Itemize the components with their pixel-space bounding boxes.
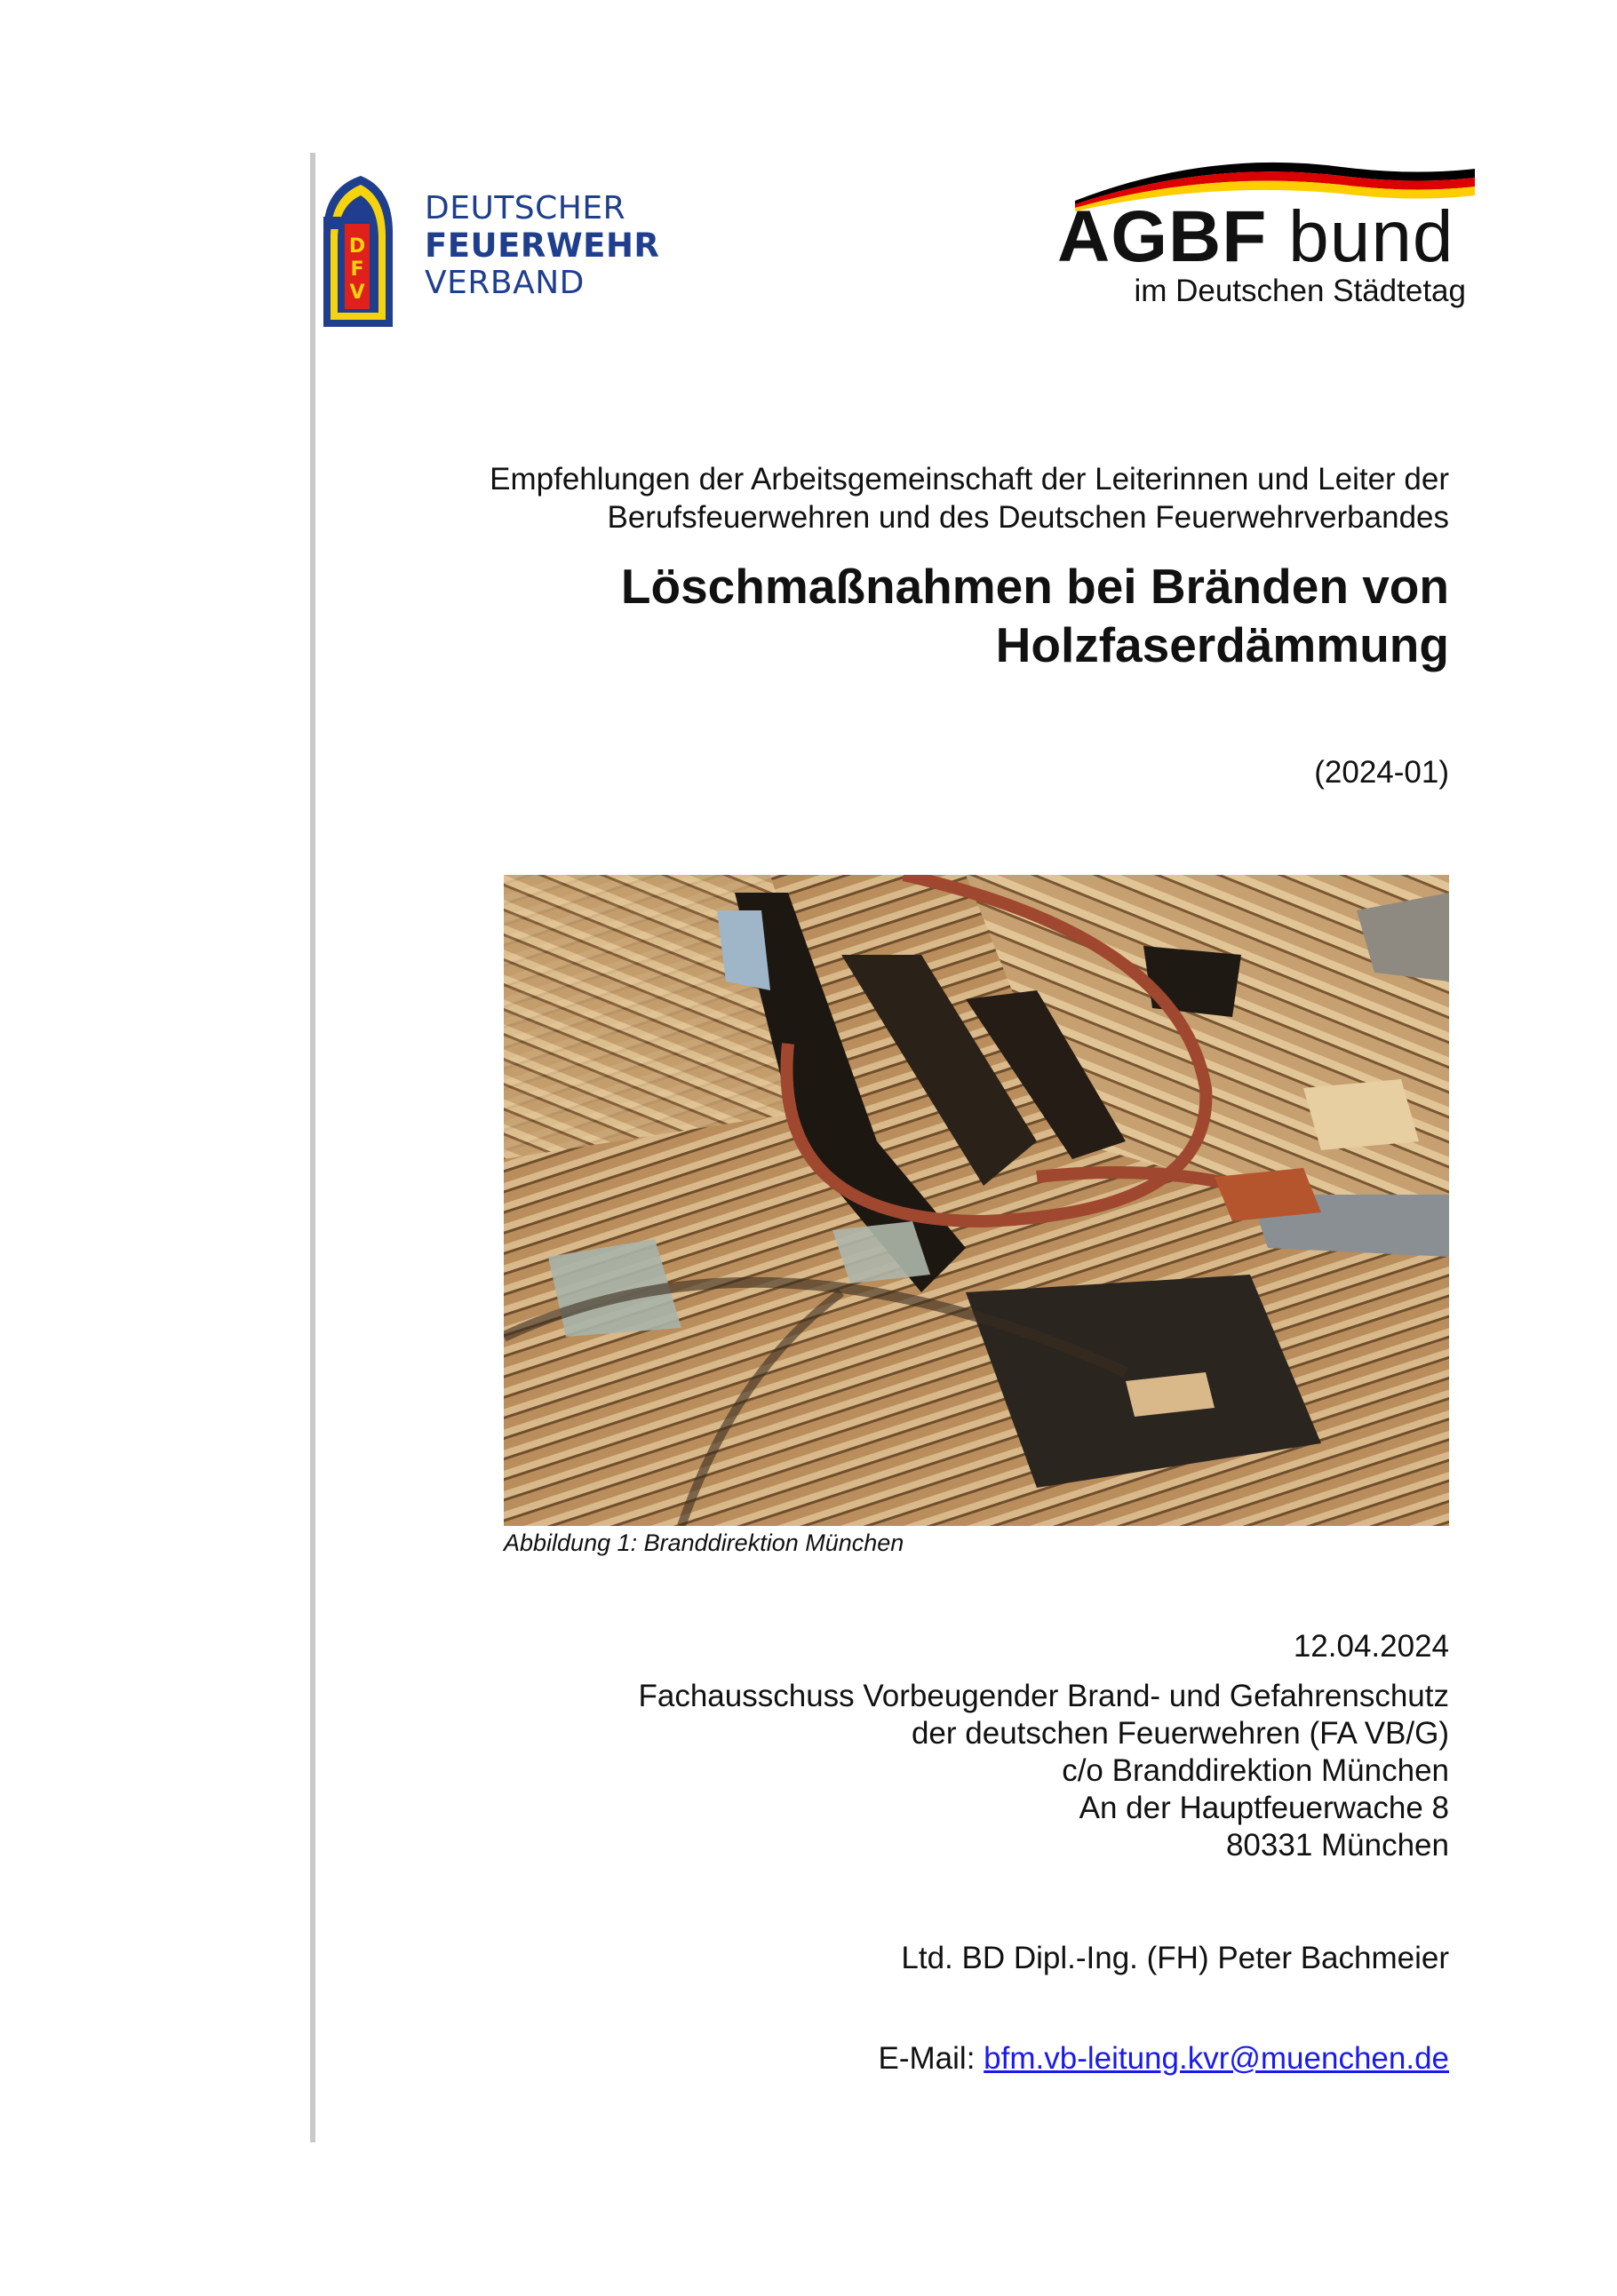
address-line-1: c/o Branddirektion München: [1062, 1753, 1449, 1788]
agbf-subline: im Deutschen Städtetag: [1134, 274, 1466, 308]
figure-caption: Abbildung 1: Branddirektion München: [504, 1529, 904, 1556]
dfv-emblem-icon: [318, 171, 398, 327]
agbf-wordmark: [1057, 195, 1454, 279]
agbf-logo: [1057, 149, 1475, 318]
committee-line-1: Fachausschuss Vorbeugender Brand- und Gefahrenschutz: [638, 1679, 1449, 1713]
agbf-name-regular: bund: [1288, 196, 1454, 277]
dfv-line2: FEUERWEHR: [425, 226, 660, 265]
email-link[interactable]: bfm.vb-leitung.kvr@muenchen.de: [984, 2041, 1449, 2076]
dfv-line1: DEUTSCHER: [425, 190, 626, 226]
author-name: Ltd. BD Dipl.-Ing. (FH) Peter Bachmeier: [901, 1941, 1449, 1975]
svg-text:F: F: [350, 258, 364, 281]
document-title: [383, 557, 1449, 674]
svg-text:V: V: [349, 282, 365, 304]
document-intro: [383, 460, 1449, 536]
contact-block: [561, 1628, 1449, 1864]
dfv-logo: [318, 171, 673, 330]
title-line-1: Löschmaßnahmen bei Bränden von: [620, 559, 1449, 614]
burned-roof-photo: [504, 875, 1449, 1526]
agbf-name-bold: AGBF: [1057, 196, 1268, 277]
email-line: [879, 2041, 1449, 2077]
committee-line-2: der deutschen Feuerwehren (FA VB/G): [911, 1716, 1449, 1751]
svg-text:D: D: [348, 235, 366, 258]
document-date: 12.04.2024: [1293, 1629, 1449, 1664]
document-version: (2024-01): [1314, 755, 1449, 790]
dfv-line3: VERBAND: [425, 265, 585, 301]
intro-line-2: Berufsfeuerwehren und des Deutschen Feuerwehrverbandes: [607, 500, 1449, 535]
intro-line-1: Empfehlungen der Arbeitsgemeinschaft der Leiterinnen und Leiter der: [490, 462, 1449, 497]
address-line-2: An der Hauptfeuerwache 8: [1079, 1791, 1449, 1825]
dfv-wordmark: [425, 190, 659, 302]
email-label: E-Mail:: [878, 2041, 976, 2076]
figure-photo: [504, 875, 1449, 1526]
address-line-3: 80331 München: [1225, 1828, 1449, 1863]
margin-rule: [310, 153, 315, 2142]
title-line-2: Holzfaserdämmung: [995, 617, 1449, 672]
